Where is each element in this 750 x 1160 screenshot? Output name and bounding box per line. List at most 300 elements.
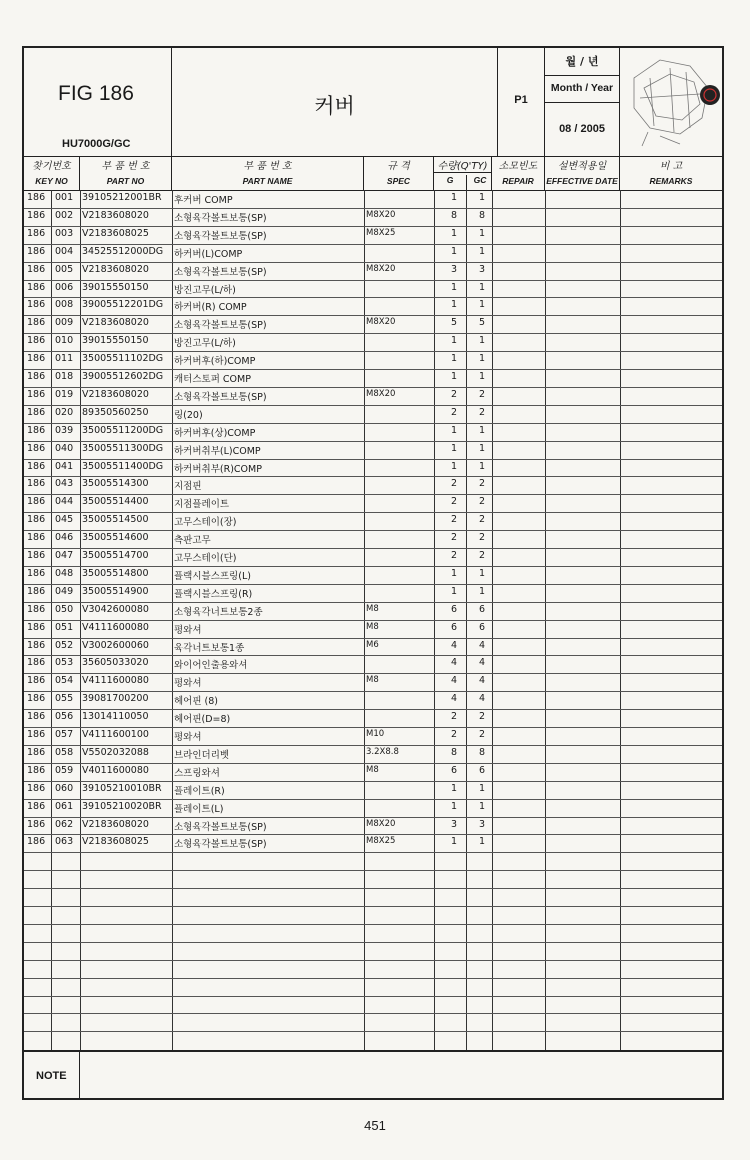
table-row [24, 602, 722, 620]
cell-k2: 010 [55, 335, 74, 347]
cell-k1: 186 [27, 818, 46, 830]
page-label: P1 [514, 94, 528, 106]
cell-k1: 186 [27, 729, 46, 740]
cell-k1: 186 [27, 800, 46, 812]
cell-k2: 043 [55, 478, 74, 490]
table-row [24, 297, 722, 315]
cell-k1: 186 [27, 245, 46, 257]
cell-nm: 소형육각볼트보통(SP) [174, 821, 267, 833]
cell-g: 2 [450, 496, 458, 508]
model-name: HU7000G/GC [62, 138, 131, 150]
sheet-header [24, 48, 722, 157]
cell-gc: 4 [478, 657, 486, 669]
table-row [24, 512, 722, 530]
cell-k2: 051 [55, 621, 74, 633]
cell-k1: 186 [27, 567, 46, 579]
cell-g: 2 [450, 550, 458, 561]
page-number: 451 [364, 1118, 386, 1133]
cell-k1: 186 [27, 442, 46, 454]
cell-k2: 058 [55, 746, 74, 758]
cell-pn: V4011600080 [82, 764, 149, 776]
cell-k1: 186 [27, 281, 46, 293]
cell-sp: M8X20 [366, 317, 396, 328]
cell-g: 1 [450, 424, 458, 436]
cell-gc: 1 [478, 281, 486, 293]
cell-pn: 39105210020BR [82, 800, 162, 812]
table-row [24, 441, 722, 459]
cell-k2: 003 [55, 227, 74, 239]
cell-pn: V2183608020 [82, 818, 149, 830]
cell-k2: 049 [55, 585, 74, 597]
cell-gc: 1 [478, 299, 486, 311]
cell-g: 1 [450, 460, 458, 472]
table-row [24, 369, 722, 387]
cell-nm: 소형육각볼트보통(SP) [174, 230, 267, 242]
cell-k2: 001 [55, 192, 74, 203]
cell-g: 3 [450, 263, 458, 275]
cell-k1: 186 [27, 764, 46, 776]
cell-gc: 6 [478, 603, 486, 615]
cell-g: 2 [450, 478, 458, 490]
cell-k1: 186 [27, 209, 46, 221]
col-repair: 소모빈도 REPAIR [492, 156, 545, 190]
cell-g: 1 [450, 782, 458, 794]
cell-k1: 186 [27, 227, 46, 239]
cell-k1: 186 [27, 711, 46, 723]
cell-gc: 1 [478, 585, 486, 597]
cell-nm: 하커버취부(R)COMP [174, 463, 262, 475]
cell-nm: 플레이트(R) [174, 785, 225, 797]
cell-pn: V3042600080 [82, 603, 149, 615]
cell-gc: 2 [478, 532, 486, 544]
cell-k2: 059 [55, 764, 74, 776]
cell-g: 1 [450, 371, 458, 382]
cell-pn: V2183608020 [82, 388, 149, 400]
cell-gc: 1 [478, 836, 486, 848]
cell-k2: 040 [55, 442, 74, 454]
table-row [24, 763, 722, 781]
cell-nm: 헤어핀 (8) [174, 696, 219, 708]
table-row [24, 817, 722, 835]
table-row [24, 244, 722, 262]
cell-pn: 35005514900 [82, 585, 149, 597]
cell-gc: 1 [478, 227, 486, 239]
cell-pn: V2183608025 [82, 836, 149, 848]
cell-pn: 35005511400DG [82, 460, 164, 472]
cell-k2: 053 [55, 657, 74, 669]
cell-k2: 009 [55, 317, 74, 329]
table-row [24, 190, 722, 208]
date-cell [545, 48, 620, 156]
cell-gc: 1 [478, 800, 486, 812]
cell-gc: 3 [478, 263, 486, 275]
cell-gc: 2 [478, 550, 486, 561]
col-effective-date: 설변적용일 EFFECTIVE DATE [545, 156, 620, 190]
cell-pn: 39005512602DG [82, 371, 164, 382]
title-cell [172, 48, 498, 156]
cell-pn: 35005514800 [82, 567, 149, 579]
cell-nm: 소형육각너트보통2종 [174, 606, 263, 618]
cell-k1: 186 [27, 585, 46, 597]
cell-nm: 고무스테이(장) [174, 517, 237, 529]
cell-gc: 5 [478, 317, 486, 329]
cell-k1: 186 [27, 317, 46, 329]
cell-pn: V2183608025 [82, 227, 149, 239]
cell-g: 6 [450, 621, 458, 633]
cell-nm: 고무스테이(단) [174, 553, 237, 564]
cell-k1: 186 [27, 514, 46, 526]
cell-k2: 004 [55, 245, 74, 257]
table-row [24, 530, 722, 548]
cell-k2: 006 [55, 281, 74, 293]
cell-nm: 소형육각볼트보통(SP) [174, 839, 267, 851]
table-row [24, 620, 722, 638]
cell-nm: 측판고무 [174, 535, 211, 547]
cell-pn: V4111600080 [82, 675, 149, 687]
cell-sp: M8 [366, 603, 379, 614]
cell-k1: 186 [27, 299, 46, 311]
cell-gc: 1 [478, 782, 486, 794]
cell-k1: 186 [27, 478, 46, 490]
cell-nm: 플랙시블스프링(R) [174, 588, 253, 600]
cell-gc: 6 [478, 764, 486, 776]
cell-k2: 057 [55, 729, 74, 740]
cell-k2: 018 [55, 371, 74, 382]
cell-k1: 186 [27, 424, 46, 436]
cell-gc: 2 [478, 711, 486, 723]
table-row [24, 280, 722, 298]
cell-gc: 1 [478, 335, 486, 347]
page-title: 커버 [314, 94, 355, 118]
cell-pn: 89350560250 [82, 406, 149, 418]
cell-k2: 063 [55, 836, 74, 848]
cell-pn: 34525512000DG [82, 245, 164, 257]
cell-pn: 35005514500 [82, 514, 149, 526]
month-year-en: Month / Year [545, 75, 619, 103]
cell-pn: 35005514700 [82, 550, 149, 561]
cell-nm: 브라인더리벳 [174, 749, 230, 761]
table-row [24, 476, 722, 494]
cell-g: 1 [450, 585, 458, 597]
cell-nm: 링(20) [174, 409, 203, 421]
cell-sp: M10 [366, 729, 385, 739]
cell-gc: 1 [478, 424, 486, 436]
cell-sp: M8X25 [366, 836, 396, 847]
cell-gc: 3 [478, 818, 486, 830]
parts-table-body [24, 190, 722, 1050]
cell-k1: 186 [27, 388, 46, 400]
cell-k2: 060 [55, 782, 74, 794]
table-row [24, 834, 722, 852]
cell-nm: 스프링와셔 [174, 767, 220, 779]
cell-k2: 039 [55, 424, 74, 436]
cell-k1: 186 [27, 263, 46, 275]
cell-pn: 39105210010BR [82, 782, 162, 794]
cell-g: 8 [450, 209, 458, 221]
cell-g: 4 [450, 639, 458, 651]
cell-nm: 지점핀 [174, 481, 202, 493]
cell-sp: M6 [366, 639, 379, 650]
month-year-ko: 월 / 년 [545, 48, 619, 76]
table-row [24, 566, 722, 584]
cell-gc: 1 [478, 371, 486, 382]
machine-illustration-icon [620, 48, 722, 156]
cell-pn: 39015550150 [82, 281, 149, 293]
col-qty: 수량(Q'TY) G GC [434, 156, 492, 190]
cell-k1: 186 [27, 532, 46, 544]
cell-k2: 048 [55, 567, 74, 579]
cell-k2: 050 [55, 603, 74, 615]
cell-gc: 8 [478, 746, 486, 758]
cell-nm: 방진고무(L/하) [174, 284, 236, 296]
cell-nm: 하커버후(상)COMP [174, 427, 256, 439]
cell-k2: 062 [55, 818, 74, 830]
cell-k1: 186 [27, 836, 46, 848]
cell-pn: V2183608020 [82, 263, 149, 275]
table-row [24, 655, 722, 673]
cell-k2: 005 [55, 263, 74, 275]
cell-gc: 2 [478, 496, 486, 508]
col-remarks: 비 고 REMARKS [649, 161, 693, 186]
cell-k1: 186 [27, 550, 46, 561]
cell-g: 4 [450, 693, 458, 705]
cell-nm: 후커버 COMP [174, 195, 233, 206]
cell-k1: 186 [27, 657, 46, 669]
cell-k1: 186 [27, 675, 46, 687]
cell-g: 1 [450, 192, 458, 203]
cell-pn: V5502032088 [82, 746, 149, 758]
table-row [24, 351, 722, 369]
cell-gc: 2 [478, 729, 486, 740]
table-row [24, 405, 722, 423]
cell-nm: 평와셔 [174, 624, 202, 636]
cell-k1: 186 [27, 746, 46, 758]
cell-gc: 4 [478, 675, 486, 687]
table-row [24, 423, 722, 441]
cell-sp: M8 [366, 621, 379, 632]
cell-nm: 플랙시블스프링(L) [174, 570, 251, 582]
cell-k2: 061 [55, 800, 74, 812]
cell-nm: 소형육각볼트보통(SP) [174, 266, 267, 278]
table-row [24, 673, 722, 691]
cell-pn: 39105212001BR [82, 192, 162, 203]
cell-pn: 35005511200DG [82, 424, 164, 436]
issue-date: 08 / 2005 [559, 123, 605, 135]
cell-g: 1 [450, 836, 458, 848]
cell-gc: 2 [478, 388, 486, 400]
table-row [24, 781, 722, 799]
cell-pn: 39015550150 [82, 335, 149, 347]
cell-k2: 019 [55, 388, 74, 400]
cell-nm: 평와셔 [174, 678, 202, 690]
cell-nm: 하커버(R) COMP [174, 302, 247, 314]
cell-g: 2 [450, 406, 458, 418]
cell-k1: 186 [27, 335, 46, 347]
cell-gc: 2 [478, 514, 486, 526]
column-header [24, 156, 722, 191]
cell-pn: 35005511300DG [82, 442, 164, 454]
cell-k2: 041 [55, 460, 74, 472]
cell-pn: 35605033020 [82, 657, 149, 669]
cell-gc: 1 [478, 442, 486, 454]
cell-k1: 186 [27, 192, 46, 203]
cell-pn: 39081700200 [82, 693, 149, 705]
cell-nm: 평와셔 [174, 732, 202, 743]
cell-sp: M8 [366, 675, 379, 686]
cell-nm: 와이어인출용와셔 [174, 660, 248, 672]
cell-g: 2 [450, 532, 458, 544]
cell-sp: M8X20 [366, 818, 396, 829]
cell-k2: 054 [55, 675, 74, 687]
table-row [24, 691, 722, 709]
cell-gc: 4 [478, 639, 486, 651]
table-row [24, 315, 722, 333]
figure-cell [24, 48, 172, 156]
cell-nm: 소형육각볼트보통(SP) [174, 212, 267, 224]
table-row [24, 262, 722, 280]
cell-k1: 186 [27, 371, 46, 382]
cell-k1: 186 [27, 406, 46, 418]
table-row [24, 745, 722, 763]
cell-g: 1 [450, 281, 458, 293]
cell-g: 6 [450, 764, 458, 776]
cell-gc: 4 [478, 693, 486, 705]
col-part-no: 부 품 번 호 PART NO [80, 156, 172, 190]
cell-gc: 2 [478, 406, 486, 418]
cell-k1: 186 [27, 353, 46, 365]
cell-k1: 186 [27, 693, 46, 705]
figure-number: FIG 186 [58, 82, 134, 105]
cell-g: 1 [450, 353, 458, 365]
cell-g: 1 [450, 800, 458, 812]
cell-gc: 1 [478, 460, 486, 472]
table-row [24, 226, 722, 244]
cell-k2: 044 [55, 496, 74, 508]
cell-pn: V2183608020 [82, 317, 149, 329]
cell-k2: 002 [55, 209, 74, 221]
col-part-name: 부 품 번 호 PART NAME [172, 156, 364, 190]
col-key: 찾기번호 KEY NO [24, 156, 80, 190]
cell-pn: 13014110050 [82, 711, 149, 723]
cell-g: 1 [450, 335, 458, 347]
cell-k2: 052 [55, 639, 74, 651]
cell-k2: 047 [55, 550, 74, 561]
cell-nm: 하커버(L)COMP [174, 248, 243, 260]
cell-g: 2 [450, 711, 458, 723]
table-row [24, 208, 722, 226]
cell-nm: 하커버후(하)COMP [174, 356, 256, 368]
cell-g: 2 [450, 729, 458, 740]
note-section [24, 1050, 722, 1100]
table-row [24, 638, 722, 656]
cell-k1: 186 [27, 639, 46, 651]
cell-g: 6 [450, 603, 458, 615]
cell-k2: 055 [55, 693, 74, 705]
cell-g: 4 [450, 675, 458, 687]
cell-g: 1 [450, 299, 458, 311]
cell-g: 1 [450, 442, 458, 454]
table-row [24, 709, 722, 727]
cell-g: 1 [450, 567, 458, 579]
cell-nm: 소형육각볼트보통(SP) [174, 391, 267, 403]
cell-g: 2 [450, 388, 458, 400]
cell-g: 1 [450, 245, 458, 257]
cell-pn: 35005511102DG [82, 353, 164, 365]
cell-pn: 35005514400 [82, 496, 149, 508]
cell-pn: V4111600080 [82, 621, 149, 633]
cell-k1: 186 [27, 621, 46, 633]
cell-g: 2 [450, 514, 458, 526]
cell-g: 4 [450, 657, 458, 669]
cell-k2: 045 [55, 514, 74, 526]
cell-pn: 35005514600 [82, 532, 149, 544]
table-row [24, 333, 722, 351]
cell-nm: 헤어핀(D=8) [174, 714, 231, 726]
table-row [24, 548, 722, 566]
table-row [24, 459, 722, 477]
note-label: NOTE [36, 1070, 67, 1082]
cell-gc: 6 [478, 621, 486, 633]
cell-k2: 008 [55, 299, 74, 311]
cell-k2: 011 [55, 353, 74, 365]
cell-k2: 020 [55, 406, 74, 418]
cell-k2: 056 [55, 711, 74, 723]
cell-gc: 1 [478, 245, 486, 257]
cell-k2: 046 [55, 532, 74, 544]
cell-nm: 소형육각볼트보통(SP) [174, 320, 267, 332]
table-row [24, 494, 722, 512]
cell-g: 5 [450, 317, 458, 329]
cell-gc: 2 [478, 478, 486, 490]
cell-pn: V2183608020 [82, 209, 149, 221]
cell-g: 1 [450, 227, 458, 239]
cell-g: 3 [450, 818, 458, 830]
cell-nm: 지점플레이트 [174, 499, 230, 511]
cell-pn: 39005512201DG [82, 299, 164, 311]
cell-k1: 186 [27, 496, 46, 508]
cell-sp: M8X20 [366, 263, 396, 274]
table-row [24, 584, 722, 602]
cell-k1: 186 [27, 460, 46, 472]
parts-sheet [22, 46, 724, 1100]
cell-nm: 하커버취부(L)COMP [174, 445, 261, 457]
cell-sp: M8X25 [366, 227, 396, 238]
cell-gc: 8 [478, 209, 486, 221]
page-cell [498, 48, 545, 156]
cell-sp: M8X20 [366, 388, 396, 399]
cell-sp: 3.2X8.8 [366, 746, 399, 757]
cell-nm: 육각너트보통1종 [174, 642, 245, 654]
cell-gc: 1 [478, 567, 486, 579]
cell-sp: M8 [366, 764, 379, 775]
cell-nm: 플레이트(L) [174, 803, 224, 815]
cell-k1: 186 [27, 782, 46, 794]
cell-pn: V4111600100 [82, 729, 149, 740]
cell-nm: 캐터스토퍼 COMP [174, 374, 251, 385]
cell-gc: 1 [478, 353, 486, 365]
table-row [24, 799, 722, 817]
cell-pn: V3002600060 [82, 639, 149, 651]
cell-k1: 186 [27, 603, 46, 615]
col-spec: 규 격 SPEC [364, 156, 434, 190]
table-row [24, 727, 722, 745]
cell-gc: 1 [478, 192, 486, 203]
table-row [24, 387, 722, 405]
cell-g: 8 [450, 746, 458, 758]
cell-nm: 방진고무(L/하) [174, 338, 236, 350]
cell-sp: M8X20 [366, 209, 396, 220]
cell-pn: 35005514300 [82, 478, 149, 490]
